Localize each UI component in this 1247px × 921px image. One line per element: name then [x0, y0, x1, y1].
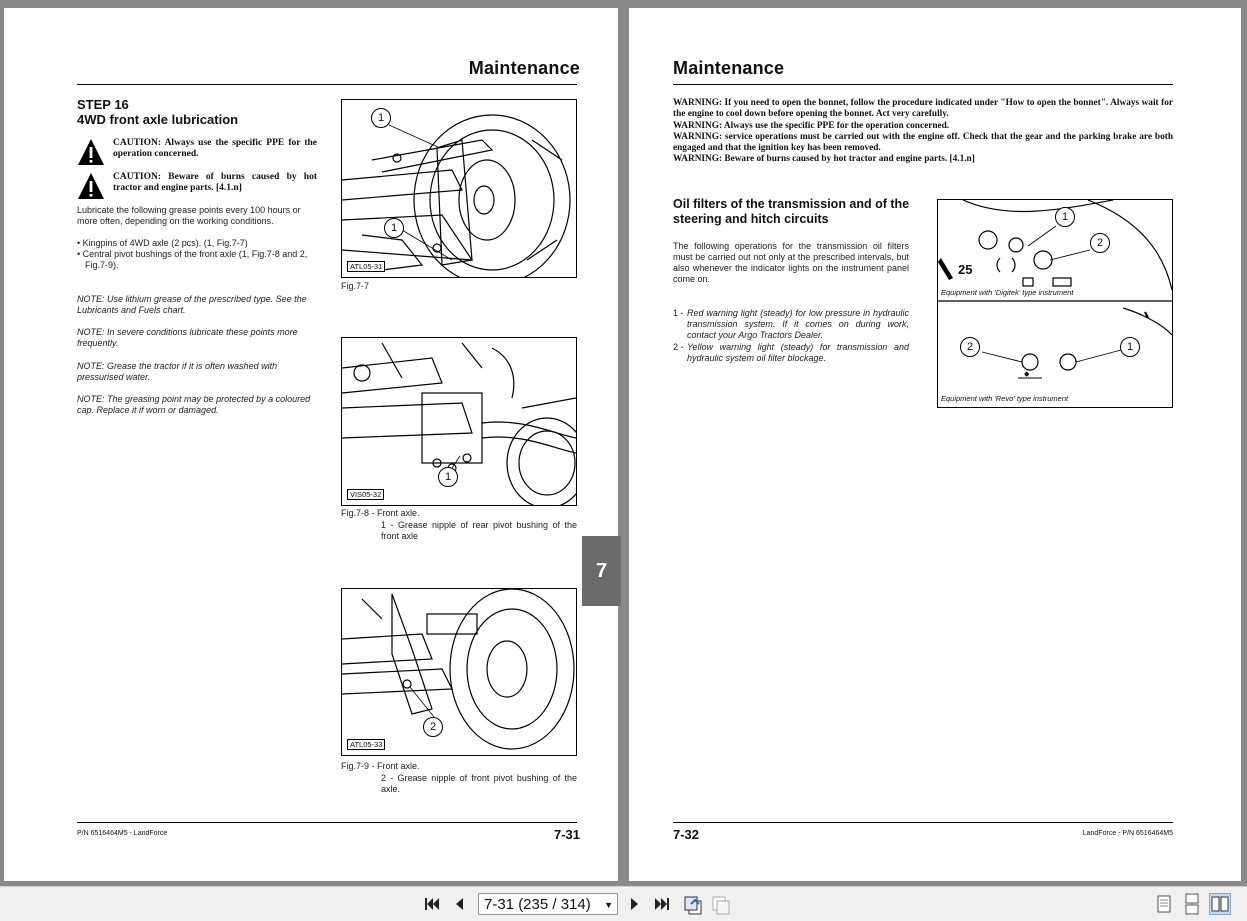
single-page-view-icon[interactable] [1153, 893, 1175, 915]
item-text: Yellow warning light (steady) for transmission and hydraulic system oil filter blockage. [687, 342, 909, 363]
section-intro: The following operations for the transmission oil filters must be carried out not only at the prescribed intervals, but also whenever the indicator lights on the instrument panel come on. [673, 241, 909, 284]
callout-1: 1 [1055, 207, 1075, 227]
page-header: Maintenance [673, 58, 785, 78]
callout-1: 1 [371, 108, 391, 128]
figure-code: ATL05-31 [347, 261, 385, 272]
lubrication-intro: Lubricate the following grease points every 100 hours or more often, depending on the working conditions. [77, 205, 301, 226]
step-title: STEP 16 [77, 97, 129, 112]
step-heading [77, 97, 317, 127]
caution-ppe-text: CAUTION: Always use the specific PPE for the operation concerned. [113, 138, 317, 159]
gauge-value: 25 [958, 262, 973, 277]
item-text: Red warning light (steady) for low pressure in hydraulic transmission system. If it comes on during work, contact your Argo Tractors Dealer. [687, 308, 909, 340]
bullet-kingpins: • Kingpins of 4WD axle (2 pcs). (1, Fig.7-7) [77, 238, 248, 248]
chapter-tab: 7 [582, 536, 621, 606]
navigation-toolbar [0, 886, 1247, 921]
warning-triangle-icon [77, 172, 105, 200]
chevron-down-icon: ▼ [604, 900, 613, 910]
last-page-icon[interactable] [653, 895, 671, 913]
page-number: 7-31 [553, 827, 580, 842]
callout-1: 1 [438, 467, 458, 487]
page-selector[interactable] [478, 893, 618, 915]
figure-7-9-detail: 2 - Grease nipple of front pivot bushing of the axle. [381, 773, 577, 794]
figure-7-7-kingpin [341, 99, 577, 278]
warning-triangle-icon [77, 138, 105, 166]
caution-ppe [77, 138, 317, 168]
go-forward-view-icon[interactable] [711, 895, 733, 913]
section-title: Oil filters of the transmission and of the steering and hitch circuits [673, 197, 910, 226]
figure-7-8-caption: Fig.7-8 - Front axle. [341, 508, 420, 518]
footer-part-number: P/N 6516464M5 - LandForce [77, 830, 168, 837]
item-number: 2 - [673, 342, 684, 352]
warning-bonnet: WARNING: If you need to open the bonnet, follow the procedure indicated under "How to open the bonnet". Always wait for the engine to cool down before opening the bonnet. Act very carefully. [673, 98, 1173, 120]
front-axle-rear-illustration [342, 338, 576, 505]
figure-code: ATL05-33 [347, 739, 385, 750]
caution-burns-text: CAUTION: Beware of burns caused by hot tractor and engine parts. [4.1.n] [113, 172, 317, 193]
item-number: 1 - [673, 308, 684, 318]
instrument-panel-illustration [938, 200, 1172, 407]
warning-burns: WARNING: Beware of burns caused by hot tractor and engine parts. [4.1.n] [673, 154, 975, 165]
caution-burns [77, 172, 317, 202]
callout-2: 2 [423, 717, 443, 737]
continuous-view-icon[interactable] [1181, 893, 1203, 915]
note-pressure-wash: NOTE: Grease the tractor if it is often washed with pressurised water. [77, 361, 278, 382]
callout-1: 1 [1120, 337, 1140, 357]
note-cap: NOTE: The greasing point may be protected by a coloured cap. Replace it if worn or damaged. [77, 394, 311, 415]
callout-1: 1 [384, 218, 404, 238]
figure-7-8-detail: 1 - Grease nipple of rear pivot bushing of the front axle [381, 520, 577, 541]
page-7-31 [4, 8, 618, 881]
note-lithium: NOTE: Use lithium grease of the prescribed type. See the Lubricants and Fuels chart. [77, 294, 307, 315]
go-back-view-icon[interactable] [683, 895, 705, 913]
next-page-icon[interactable] [625, 895, 643, 913]
callout-2: 2 [1090, 233, 1110, 253]
instrument-panel-figure [937, 199, 1173, 408]
front-axle-front-illustration [342, 589, 576, 755]
step-subtitle: 4WD front axle lubrication [77, 112, 239, 127]
svg-text:◆: ◆ [1024, 371, 1030, 378]
list-item [673, 342, 909, 364]
footer-rule [673, 822, 1173, 823]
list-item [673, 308, 909, 341]
figure-code: VIS05-32 [347, 489, 384, 500]
figure-7-9-front-pivot [341, 588, 577, 756]
callout-2: 2 [960, 337, 980, 357]
warning-ppe: WARNING: Always use the specific PPE for the operation concerned. [673, 120, 950, 131]
warning-block [673, 98, 1173, 166]
first-page-icon[interactable] [423, 895, 441, 913]
footer-rule [77, 822, 577, 823]
page-number: 7-32 [673, 827, 700, 842]
two-page-view-icon[interactable] [1209, 893, 1231, 915]
digitek-caption: Equipment with 'Digitek' type instrument [941, 288, 1074, 297]
note-severe: NOTE: In severe conditions lubricate these points more frequently. [77, 327, 298, 348]
revo-caption: Equipment with 'Revo' type instrument [941, 394, 1069, 403]
warning-engine-off: WARNING: service operations must be carried out with the engine off. Check that the gear and the parking brake are both engaged and that the ignition key has been removed. [673, 131, 1173, 154]
bullet-pivot-bushings: • Central pivot bushings of the front axle (1, Fig.7-8 and 2, Fig.7-9). [77, 249, 308, 270]
header-rule [77, 84, 577, 85]
header-rule [673, 84, 1173, 85]
figure-7-8-rear-pivot [341, 337, 577, 506]
page-indicator: 7-31 (235 / 314) [484, 896, 591, 913]
figure-7-9-caption: Fig.7-9 - Front axle. [341, 761, 420, 771]
figure-7-7-caption: Fig.7-7 [341, 281, 370, 291]
footer-part-number: LandForce - P/N 6516464M5 [1082, 830, 1173, 837]
page-7-32 [629, 8, 1241, 881]
page-header: Maintenance [468, 58, 580, 78]
previous-page-icon[interactable] [451, 895, 469, 913]
